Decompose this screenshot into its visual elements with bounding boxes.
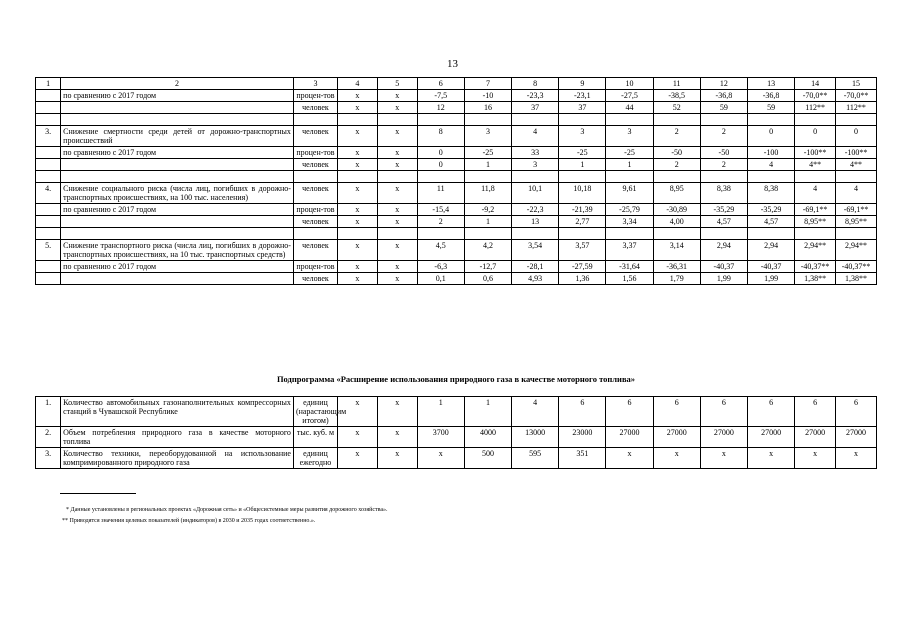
table-row (36, 427, 877, 448)
value-cell: 1 (464, 397, 511, 427)
value-cell: 2,94** (836, 240, 877, 261)
value-cell: 2,94** (795, 240, 836, 261)
spacer-row (36, 171, 877, 183)
value-cell: x (377, 183, 417, 204)
value-cell: 3,37 (606, 240, 653, 261)
value-cell: x (606, 448, 653, 469)
spacer-cell (653, 114, 700, 126)
spacer-cell (747, 114, 794, 126)
row-number (36, 90, 61, 102)
spacer-cell (417, 228, 464, 240)
value-cell: -31,64 (606, 261, 653, 273)
value-cell: -100** (795, 147, 836, 159)
value-cell: 3 (559, 126, 606, 147)
spacer-cell (417, 114, 464, 126)
value-cell: 13000 (512, 427, 559, 448)
value-cell: 2,77 (559, 216, 606, 228)
value-cell: 8 (417, 126, 464, 147)
table-row (36, 159, 877, 171)
value-cell: x (377, 397, 417, 427)
value-cell: -21,39 (559, 204, 606, 216)
value-cell: 6 (747, 397, 794, 427)
value-cell: 4** (795, 159, 836, 171)
value-cell: 3,54 (512, 240, 559, 261)
value-cell: 1,36 (559, 273, 606, 285)
spacer-cell (700, 114, 747, 126)
value-cell: 1,38** (795, 273, 836, 285)
value-cell: 0 (747, 126, 794, 147)
spacer-cell (606, 114, 653, 126)
row-number: 1. (36, 397, 61, 427)
column-number: 1 (36, 78, 61, 90)
value-cell: x (337, 159, 377, 171)
row-number: 5. (36, 240, 61, 261)
value-cell: 4 (795, 183, 836, 204)
value-cell: 10,18 (559, 183, 606, 204)
spacer-cell (377, 114, 417, 126)
value-cell: x (795, 448, 836, 469)
column-number: 2 (61, 78, 294, 90)
value-cell: x (337, 448, 377, 469)
value-cell: 4 (512, 126, 559, 147)
table-row (36, 448, 877, 469)
spacer-cell (559, 114, 606, 126)
value-cell: 8,38 (700, 183, 747, 204)
spacer-cell (417, 171, 464, 183)
indicator-name: по сравнению с 2017 годом (61, 147, 294, 159)
row-number (36, 159, 61, 171)
value-cell: 2 (700, 159, 747, 171)
value-cell: x (337, 183, 377, 204)
column-number: 6 (417, 78, 464, 90)
unit: процен-тов (293, 90, 337, 102)
value-cell: 6 (559, 397, 606, 427)
value-cell: 4,2 (464, 240, 511, 261)
value-cell: x (836, 448, 877, 469)
unit: процен-тов (293, 147, 337, 159)
value-cell: x (653, 448, 700, 469)
value-cell: 6 (700, 397, 747, 427)
spacer-cell (653, 228, 700, 240)
value-cell: 1,99 (747, 273, 794, 285)
value-cell: -15,4 (417, 204, 464, 216)
value-cell: x (337, 273, 377, 285)
column-number: 11 (653, 78, 700, 90)
indicator-name: Снижение смертности среди детей от дорожно-транспортных происшествий (61, 126, 294, 147)
spacer-cell (464, 114, 511, 126)
spacer-cell (747, 228, 794, 240)
value-cell: 1,38** (836, 273, 877, 285)
value-cell: 27000 (653, 427, 700, 448)
value-cell: 13 (512, 216, 559, 228)
value-cell: 8,38 (747, 183, 794, 204)
table-row (36, 183, 877, 204)
spacer-cell (512, 114, 559, 126)
row-number (36, 261, 61, 273)
spacer-cell (61, 114, 294, 126)
value-cell: 10,1 (512, 183, 559, 204)
value-cell: x (377, 204, 417, 216)
value-cell: x (377, 427, 417, 448)
value-cell: 0 (417, 147, 464, 159)
value-cell: 27000 (700, 427, 747, 448)
value-cell: 6 (653, 397, 700, 427)
spacer-cell (36, 228, 61, 240)
value-cell: 1 (464, 216, 511, 228)
value-cell: 3 (512, 159, 559, 171)
value-cell: x (337, 397, 377, 427)
value-cell: x (377, 240, 417, 261)
unit: человек (293, 159, 337, 171)
column-number-row (36, 78, 877, 90)
spacer-cell (559, 228, 606, 240)
value-cell: x (377, 159, 417, 171)
spacer-cell (337, 114, 377, 126)
value-cell: x (337, 240, 377, 261)
column-number: 3 (293, 78, 337, 90)
value-cell: x (337, 261, 377, 273)
value-cell: 4,93 (512, 273, 559, 285)
row-number: 4. (36, 183, 61, 204)
column-number: 8 (512, 78, 559, 90)
value-cell: 1,99 (700, 273, 747, 285)
indicator-name: Снижение социального риска (числа лиц, погибших в дорожно-транспортных происшествиях, на 100 тыс. населения) (61, 183, 294, 204)
spacer-cell (464, 228, 511, 240)
column-number: 15 (836, 78, 877, 90)
table-row (36, 126, 877, 147)
value-cell: 4** (836, 159, 877, 171)
value-cell: 1,79 (653, 273, 700, 285)
unit: человек (293, 216, 337, 228)
value-cell: -25 (606, 147, 653, 159)
value-cell: 0 (795, 126, 836, 147)
value-cell: -9,2 (464, 204, 511, 216)
value-cell: 3 (464, 126, 511, 147)
value-cell: x (377, 90, 417, 102)
indicator-name (61, 102, 294, 114)
value-cell: 3,34 (606, 216, 653, 228)
value-cell: -36,31 (653, 261, 700, 273)
value-cell: 27000 (747, 427, 794, 448)
spacer-cell (606, 228, 653, 240)
value-cell: 59 (700, 102, 747, 114)
value-cell: 33 (512, 147, 559, 159)
column-number: 5 (377, 78, 417, 90)
value-cell: 52 (653, 102, 700, 114)
value-cell: -40,37 (700, 261, 747, 273)
indicator-name (61, 159, 294, 171)
value-cell: 8,95** (795, 216, 836, 228)
spacer-cell (653, 171, 700, 183)
spacer-row (36, 114, 877, 126)
row-number (36, 273, 61, 285)
value-cell: -100** (836, 147, 877, 159)
value-cell: -27,59 (559, 261, 606, 273)
value-cell: 500 (464, 448, 511, 469)
spacer-cell (337, 228, 377, 240)
value-cell: -36,8 (700, 90, 747, 102)
spacer-cell (747, 171, 794, 183)
spacer-cell (795, 171, 836, 183)
value-cell: 3700 (417, 427, 464, 448)
value-cell: 0,6 (464, 273, 511, 285)
value-cell: 3,57 (559, 240, 606, 261)
value-cell: 4,00 (653, 216, 700, 228)
indicator-name: по сравнению с 2017 годом (61, 204, 294, 216)
value-cell: 6 (606, 397, 653, 427)
unit: единиц (нарастающим итогом) (293, 397, 337, 427)
value-cell: x (417, 448, 464, 469)
table-row (36, 273, 877, 285)
table-row (36, 102, 877, 114)
value-cell: x (377, 216, 417, 228)
value-cell: -30,89 (653, 204, 700, 216)
value-cell: 2,94 (747, 240, 794, 261)
value-cell: 23000 (559, 427, 606, 448)
value-cell: -25 (559, 147, 606, 159)
value-cell: 2,94 (700, 240, 747, 261)
spacer-cell (836, 171, 877, 183)
spacer-cell (836, 114, 877, 126)
value-cell: 4,57 (747, 216, 794, 228)
spacer-cell (377, 171, 417, 183)
value-cell: x (337, 90, 377, 102)
spacer-cell (836, 228, 877, 240)
spacer-row (36, 228, 877, 240)
spacer-cell (559, 171, 606, 183)
unit: человек (293, 240, 337, 261)
indicator-name: по сравнению с 2017 годом (61, 90, 294, 102)
spacer-cell (700, 171, 747, 183)
unit: процен-тов (293, 204, 337, 216)
value-cell: -50 (700, 147, 747, 159)
value-cell: x (377, 126, 417, 147)
subprogram-table (35, 396, 877, 469)
table-row (36, 240, 877, 261)
column-number: 7 (464, 78, 511, 90)
value-cell: 4,57 (700, 216, 747, 228)
value-cell: -38,5 (653, 90, 700, 102)
footnote-divider (60, 493, 136, 494)
value-cell: -69,1** (836, 204, 877, 216)
value-cell: x (377, 273, 417, 285)
value-cell: x (377, 102, 417, 114)
table-row (36, 90, 877, 102)
indicator-name: Объем потребления природного газа в качестве моторного топлива (61, 427, 294, 448)
value-cell: 112** (836, 102, 877, 114)
spacer-cell (293, 228, 337, 240)
value-cell: 1 (464, 159, 511, 171)
value-cell: 27000 (606, 427, 653, 448)
value-cell: 11 (417, 183, 464, 204)
value-cell: -100 (747, 147, 794, 159)
subprogram-title: Подпрограмма «Расширение использования природного газа в качестве моторного топлива» (276, 374, 636, 384)
value-cell: 3 (606, 126, 653, 147)
row-number: 3. (36, 126, 61, 147)
spacer-cell (36, 114, 61, 126)
spacer-cell (512, 171, 559, 183)
column-number: 14 (795, 78, 836, 90)
value-cell: 4000 (464, 427, 511, 448)
spacer-cell (293, 114, 337, 126)
spacer-cell (61, 228, 294, 240)
value-cell: -10 (464, 90, 511, 102)
value-cell: 8,95 (653, 183, 700, 204)
value-cell: x (337, 204, 377, 216)
table-row (36, 261, 877, 273)
value-cell: 8,95** (836, 216, 877, 228)
page-number: 13 (447, 58, 458, 70)
value-cell: 1 (417, 397, 464, 427)
value-cell: -23,1 (559, 90, 606, 102)
spacer-cell (377, 228, 417, 240)
column-number: 9 (559, 78, 606, 90)
value-cell: 112** (795, 102, 836, 114)
indicator-name: Количество автомобильных газонаполнительных компрессорных станций в Чувашской Республике (61, 397, 294, 427)
spacer-cell (464, 171, 511, 183)
spacer-cell (795, 114, 836, 126)
value-cell: -40,37** (795, 261, 836, 273)
value-cell: 27000 (795, 427, 836, 448)
footnote-2: ** Приводятся значения целевых показателей (индикаторов) в 2030 и 2035 годах соответственно.». (62, 518, 316, 524)
indicator-name: Количество техники, переоборудованной на использование компримированного природного газа (61, 448, 294, 469)
value-cell: 37 (559, 102, 606, 114)
value-cell: 2 (653, 126, 700, 147)
row-number (36, 204, 61, 216)
value-cell: 37 (512, 102, 559, 114)
value-cell: 4 (836, 183, 877, 204)
value-cell: -28,1 (512, 261, 559, 273)
spacer-cell (700, 228, 747, 240)
value-cell: x (337, 147, 377, 159)
value-cell: -50 (653, 147, 700, 159)
value-cell: x (377, 147, 417, 159)
row-number (36, 216, 61, 228)
value-cell: -40,37** (836, 261, 877, 273)
value-cell: 4 (747, 159, 794, 171)
unit: человек (293, 102, 337, 114)
unit: человек (293, 126, 337, 147)
indicator-name (61, 273, 294, 285)
value-cell: x (700, 448, 747, 469)
unit: человек (293, 273, 337, 285)
indicator-name (61, 216, 294, 228)
value-cell: -35,29 (700, 204, 747, 216)
value-cell: 6 (836, 397, 877, 427)
value-cell: 16 (464, 102, 511, 114)
value-cell: x (377, 261, 417, 273)
value-cell: 6 (795, 397, 836, 427)
value-cell: 12 (417, 102, 464, 114)
column-number: 4 (337, 78, 377, 90)
value-cell: 1 (559, 159, 606, 171)
unit: человек (293, 183, 337, 204)
row-number: 2. (36, 427, 61, 448)
value-cell: -69,1** (795, 204, 836, 216)
value-cell: 0,1 (417, 273, 464, 285)
spacer-cell (512, 228, 559, 240)
value-cell: -27,5 (606, 90, 653, 102)
value-cell: 1,56 (606, 273, 653, 285)
value-cell: 351 (559, 448, 606, 469)
value-cell: x (377, 448, 417, 469)
value-cell: 11,8 (464, 183, 511, 204)
value-cell: x (337, 427, 377, 448)
value-cell: 595 (512, 448, 559, 469)
value-cell: 3,14 (653, 240, 700, 261)
value-cell: 44 (606, 102, 653, 114)
column-number: 12 (700, 78, 747, 90)
table-row (36, 147, 877, 159)
indicators-table (35, 77, 877, 285)
spacer-cell (795, 228, 836, 240)
indicator-name: Снижение транспортного риска (числа лиц, погибших в дорожно-транспортных происшествиях, на 10 тыс. транспортных средств) (61, 240, 294, 261)
value-cell: -22,3 (512, 204, 559, 216)
value-cell: x (337, 216, 377, 228)
value-cell: -25,79 (606, 204, 653, 216)
value-cell: -40,37 (747, 261, 794, 273)
row-number (36, 147, 61, 159)
table-row (36, 397, 877, 427)
value-cell: x (337, 126, 377, 147)
column-number: 10 (606, 78, 653, 90)
value-cell: 2 (417, 216, 464, 228)
table-row (36, 216, 877, 228)
value-cell: -25 (464, 147, 511, 159)
spacer-cell (606, 171, 653, 183)
value-cell: 4,5 (417, 240, 464, 261)
table-row (36, 204, 877, 216)
value-cell: -12,7 (464, 261, 511, 273)
value-cell: 1 (606, 159, 653, 171)
spacer-cell (61, 171, 294, 183)
value-cell: -36,8 (747, 90, 794, 102)
value-cell: 9,61 (606, 183, 653, 204)
row-number: 3. (36, 448, 61, 469)
value-cell: 0 (417, 159, 464, 171)
value-cell: -6,3 (417, 261, 464, 273)
value-cell: x (337, 102, 377, 114)
value-cell: -23,3 (512, 90, 559, 102)
unit: тыс. куб. м (293, 427, 337, 448)
spacer-cell (337, 171, 377, 183)
indicator-name: по сравнению с 2017 годом (61, 261, 294, 273)
value-cell: -70,0** (836, 90, 877, 102)
value-cell: 59 (747, 102, 794, 114)
value-cell: 27000 (836, 427, 877, 448)
spacer-cell (293, 171, 337, 183)
value-cell: 2 (700, 126, 747, 147)
value-cell: 4 (512, 397, 559, 427)
value-cell: x (747, 448, 794, 469)
spacer-cell (36, 171, 61, 183)
footnote-1: * Данные установлены в региональных проектах «Дорожная сеть» и «Общесистемные меры развития дорожного хозяйства». (66, 507, 388, 513)
value-cell: -35,29 (747, 204, 794, 216)
value-cell: 0 (836, 126, 877, 147)
column-number: 13 (747, 78, 794, 90)
value-cell: -70,0** (795, 90, 836, 102)
value-cell: 2 (653, 159, 700, 171)
unit: единиц ежегодно (293, 448, 337, 469)
unit: процен-тов (293, 261, 337, 273)
row-number (36, 102, 61, 114)
value-cell: -7,5 (417, 90, 464, 102)
